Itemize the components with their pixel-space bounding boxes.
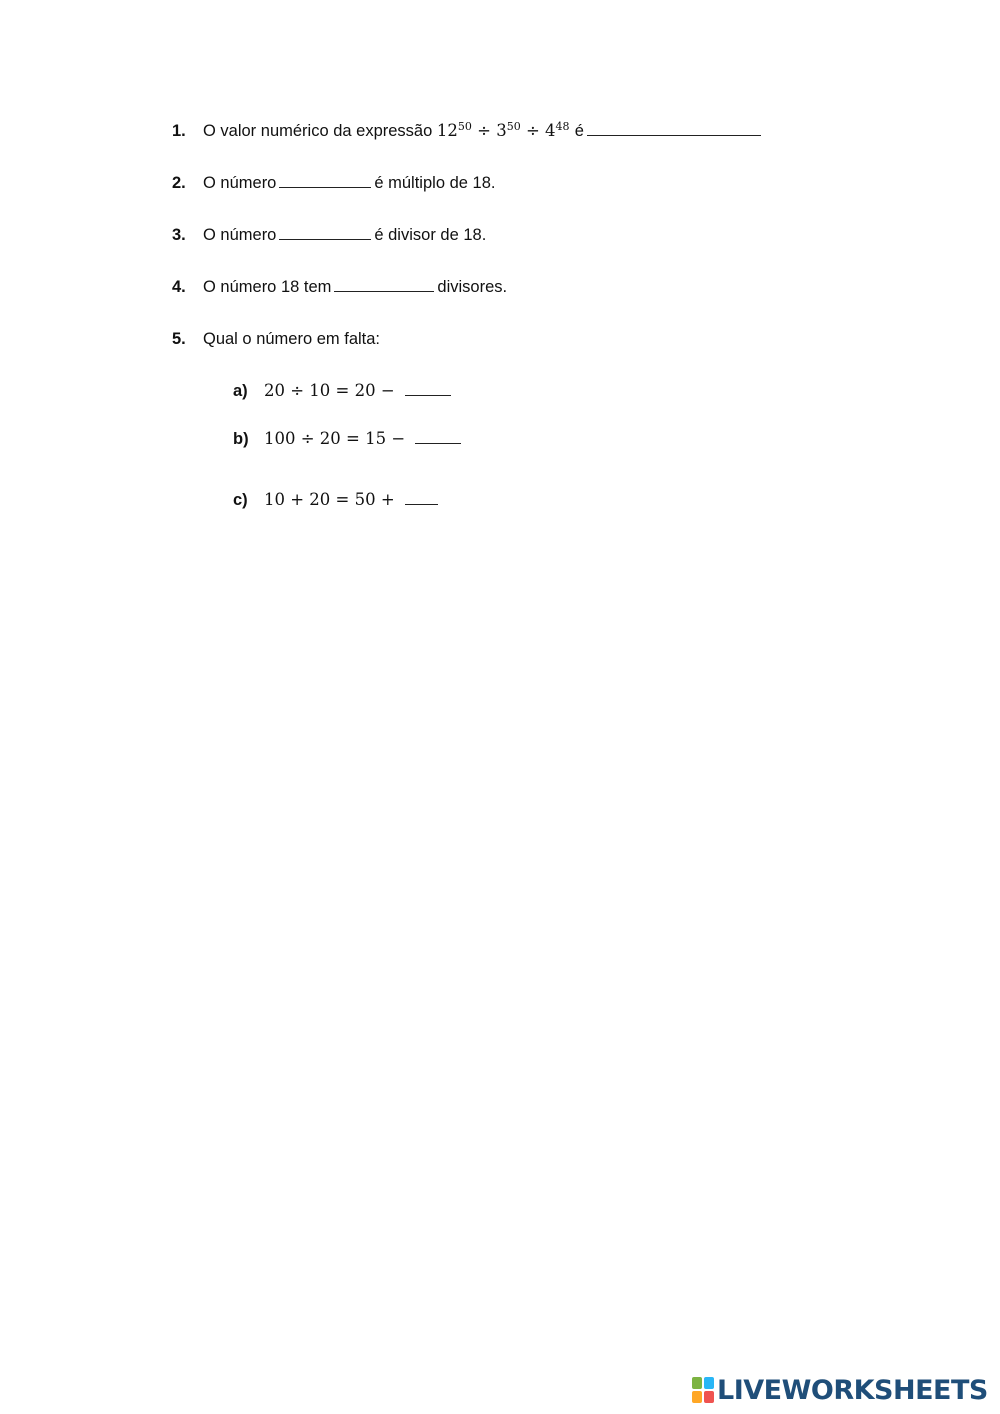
logo-text: LIVEWORKSHEETS <box>717 1374 988 1406</box>
badge-square-3 <box>692 1391 702 1403</box>
subquestion-label: a) <box>233 382 248 400</box>
subquestion-label: b) <box>233 430 249 448</box>
exponent-b: 50 <box>506 120 521 133</box>
exponent-c: 48 <box>555 120 570 133</box>
answer-blank-4[interactable] <box>334 276 434 292</box>
answer-blank-5c[interactable] <box>405 489 438 505</box>
question-text-before: O número <box>203 226 277 244</box>
answer-blank-5b[interactable] <box>415 428 461 444</box>
question-text-after: divisores. <box>437 278 508 296</box>
division-operator: ÷ <box>477 121 491 140</box>
math-expression: 10 + 20 = 50 + <box>264 490 395 509</box>
question-number: 3. <box>172 226 186 244</box>
subquestion-expression <box>264 380 454 402</box>
answer-blank-1[interactable] <box>587 120 761 136</box>
question-number: 4. <box>172 278 186 296</box>
question-text-before: O número <box>203 174 277 192</box>
question-text-after: é <box>574 122 584 140</box>
badge-square-4 <box>704 1391 714 1403</box>
math-expression <box>437 121 575 140</box>
question-number: 1. <box>172 122 186 140</box>
subquestion-expression <box>264 489 441 511</box>
logo-badge-icon <box>692 1377 714 1403</box>
question-text <box>203 120 764 142</box>
subquestion-expression <box>264 428 464 450</box>
question-text-before: O número 18 tem <box>203 278 332 296</box>
badge-square-2 <box>704 1377 714 1389</box>
question-number: 5. <box>172 330 186 348</box>
question-text-after: é múltiplo de 18. <box>374 174 496 192</box>
base-c: 4 <box>545 121 556 140</box>
question-text <box>203 172 495 194</box>
question-text-after: é divisor de 18. <box>374 226 487 244</box>
base-a: 12 <box>436 121 458 140</box>
subquestion-label: c) <box>233 491 248 509</box>
question-text <box>203 276 507 298</box>
question-text-before: O valor numérico da expressão <box>203 122 433 140</box>
base-b: 3 <box>496 121 507 140</box>
answer-blank-5a[interactable] <box>405 380 451 396</box>
answer-blank-2[interactable] <box>279 172 371 188</box>
liveworksheets-logo <box>692 1375 988 1405</box>
division-operator: ÷ <box>525 121 540 140</box>
exponent-a: 50 <box>457 120 472 133</box>
answer-blank-3[interactable] <box>279 224 371 240</box>
question-text: Qual o número em falta: <box>203 330 381 348</box>
question-text <box>203 224 486 246</box>
math-expression: 100 ÷ 20 = 15 − <box>264 429 406 448</box>
question-number: 2. <box>172 174 186 192</box>
badge-square-1 <box>692 1377 702 1389</box>
math-expression: 20 ÷ 10 = 20 − <box>264 381 395 400</box>
